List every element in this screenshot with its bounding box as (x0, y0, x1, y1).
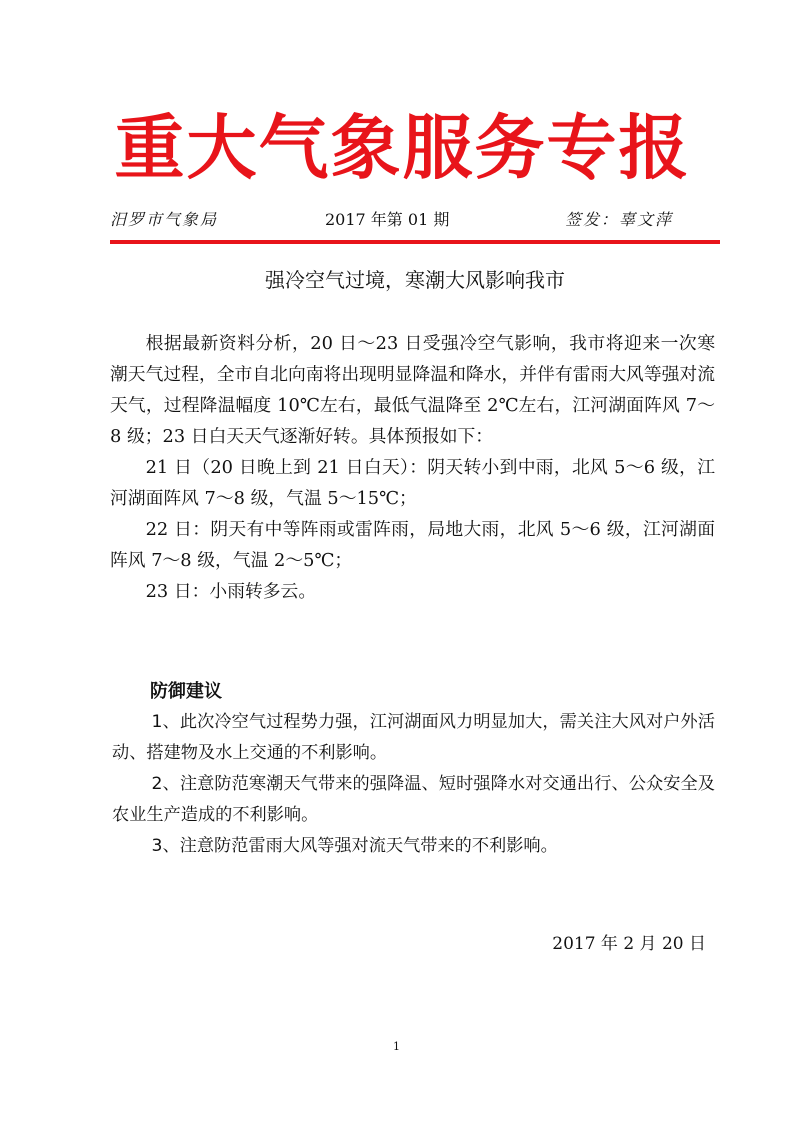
advice-item-2: 2、注意防范寒潮天气带来的强降温、短时强降水对交通出行、公众安全及农业生产造成的不利影响。 (112, 774, 715, 825)
advice-list (112, 707, 715, 862)
report-body (110, 328, 715, 607)
issue-date: 2017 年 2 月 20 日 (552, 934, 706, 954)
forecast-day-22: 22 日：阴天有中等阵雨或雷阵雨，局地大雨，北风 5～6 级，江河湖面阵风 7～8 级，气温 2～5℃； (110, 519, 715, 571)
page-number: 1 (393, 1040, 400, 1053)
report-headline: 强冷空气过境，寒潮大风影响我市 (265, 268, 565, 292)
advice-item-3: 3、注意防范雷雨大风等强对流天气带来的不利影响。 (151, 836, 558, 856)
advice-heading: 防御建议 (150, 681, 222, 702)
intro-paragraph: 根据最新资料分析，20 日～23 日受强冷空气影响，我市将迎来一次寒潮天气过程，全市自北向南将出现明显降温和降水，并伴有雷雨大风等强对流天气，过程降温幅度 10℃左右，最低气温降至 2℃左右，江河湖面阵风 7～8 级；23 日白天天气逐渐好转。具体预报如下： (110, 333, 715, 447)
advice-item-1: 1、此次冷空气过程势力强，江河湖面风力明显加大，需关注大风对户外活动、搭建物及水上交通的不利影响。 (112, 712, 715, 763)
forecast-day-23: 23 日：小雨转多云。 (145, 581, 317, 602)
signer: 签发：辜文萍 (565, 210, 674, 229)
issuer-name: 汨罗市气象局 (110, 210, 219, 229)
forecast-day-21: 21 日（20 日晚上到 21 日白天）：阴天转小到中雨，北风 5～6 级，江河湖面阵风 7～8 级，气温 5～15℃； (110, 457, 715, 509)
masthead-title: 重大气象服务专报 (114, 107, 691, 189)
issue-meta-row (110, 208, 710, 232)
issue-number: 2017 年第 01 期 (325, 210, 450, 229)
red-divider (110, 240, 720, 244)
